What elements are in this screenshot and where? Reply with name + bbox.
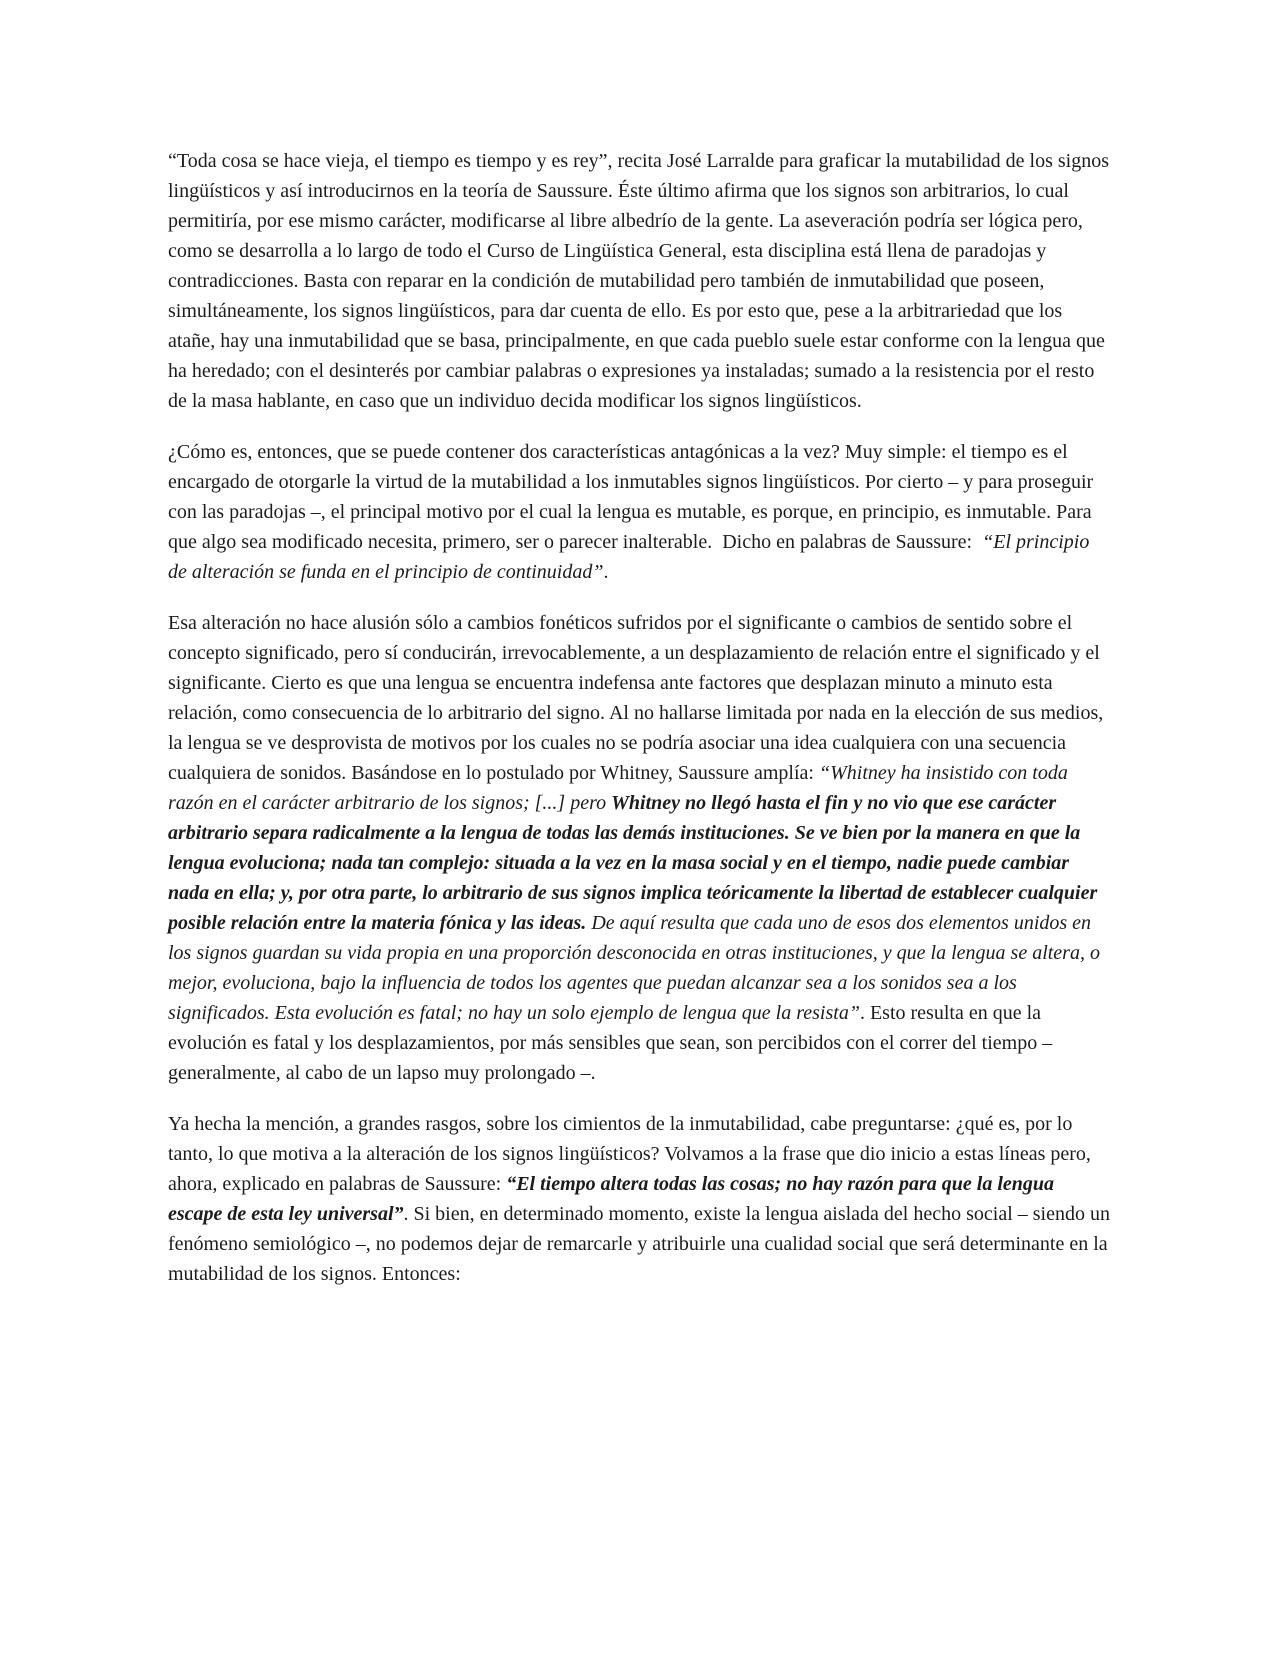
paragraph: [168, 146, 1113, 416]
text-segment-italic: “El principio de alteración se funda en el principio de continuidad”: [168, 531, 1095, 583]
text-segment-normal: “Toda cosa se hace vieja, el tiempo es tiempo y es rey”, recita José Larralde para graficar la mutabilidad de los signos lingüísticos y así introducirnos en la teoría de Saussure. Éste último afirma que los signos son arbitrarios, lo cual permitiría, por ese mismo carácter, modificarse al libre albedrío de la gente. La aseveración podría ser lógica pero, como se desarrolla a lo largo de todo el Curso de Lingüística General, esta disciplina está llena de paradojas y contradicciones. Basta con reparar en la condición de mutabilidad pero también de inmutabilidad que poseen, simultáneamente, los signos lingüísticos, para dar cuenta de ello. Es por esto que, pese a la arbitrariedad que los atañe, hay una inmutabilidad que se basa, principalmente, en que cada pueblo suele estar conforme con la lengua que ha heredado; con el desinterés por cambiar palabras o expresiones ya instaladas; sumado a la resistencia por el resto de la masa hablante, en caso que un individuo decida modificar los signos lingüísticos.: [168, 150, 1114, 412]
document-body: [168, 146, 1113, 1310]
text-segment-bold-italic: “El tiempo altera todas las cosas; no hay razón para que la lengua escape de esta ley universal”: [168, 1173, 1060, 1225]
text-segment-normal: ¿Cómo es, entonces, que se puede contener dos características antagónicas a la vez? Muy simple: el tiempo es el encargado de otorgarle la virtud de la mutabilidad a los inmutables signos lingüísticos. Por cierto – y para proseguir con las paradojas –, el principal motivo por el cual la lengua es mutable, es porque, en principio, es inmutable. Para que algo sea modificado necesita, primero, ser o parecer inalterable. Dicho en palabras de Saussure:: [168, 441, 1099, 553]
text-segment-bold-italic: Whitney no llegó hasta el fin y no vio que ese carácter arbitrario separa radicalmente a la lengua de todas las demás instituciones. Se ve bien por la manera en que la lengua evoluciona; nada tan complejo: situada a la vez en la masa social y en el tiempo, nadie puede cambiar nada en ella; y, por otra parte, lo arbitrario de sus signos implica teóricamente la libertad de establecer cualquier posible relación entre la materia fónica y las ideas.: [168, 792, 1103, 934]
paragraph: [168, 608, 1113, 1088]
paragraph: [168, 437, 1113, 587]
text-segment-normal: . Esto resulta en que la evolución es fatal y los desplazamientos, por más sensibles que sean, son percibidos con el correr del tiempo – generalmente, al cabo de un lapso muy prolongado –.: [168, 1002, 1058, 1084]
paragraph: [168, 1109, 1113, 1289]
text-segment-italic: De aquí resulta que cada uno de esos dos elementos unidos en los signos guardan su vida propia en una proporción desconocida en otras instituciones, y que la lengua se altera, o mejor, evoluciona, bajo la influencia de todos los agentes que puedan alcanzar sea a los sonidos sea a los significados. Esta evolución es fatal; no hay un solo ejemplo de lengua que la resista”: [168, 912, 1105, 1024]
text-segment-normal: . Si bien, en determinado momento, existe la lengua aislada del hecho social – siendo un fenómeno semiológico –, no podemos dejar de remarcarle y atribuirle una cualidad social que será determinante en la mutabilidad de los signos. Entonces:: [168, 1203, 1115, 1285]
text-segment-normal: Ya hecha la mención, a grandes rasgos, sobre los cimientos de la inmutabilidad, cabe preguntarse: ¿qué es, por lo tanto, lo que motiva a la alteración de los signos lingüísticos? Volvamos a la frase que dio inicio a estas líneas pero, ahora, explicado en palabras de Saussure:: [168, 1113, 1096, 1195]
text-segment-italic: “Whitney ha insistido con toda razón en el carácter arbitrario de los signos; [...] pero: [168, 762, 1073, 814]
text-segment-normal: Esa alteración no hace alusión sólo a cambios fonéticos sufridos por el significante o cambios de sentido sobre el concepto significado, pero sí conducirán, irrevocablemente, a un desplazamiento de relación entre el significado y el significante. Cierto es que una lengua se encuentra indefensa ante factores que desplazan minuto a minuto esta relación, como consecuencia de lo arbitrario del signo. Al no hallarse limitada por nada en la elección de sus medios, la lengua se ve desprovista de motivos por los cuales no se podría asociar una idea cualquiera con una secuencia cualquiera de sonidos. Basándose en lo postulado por Whitney, Saussure amplía:: [168, 612, 1109, 784]
text-segment-normal: .: [603, 561, 609, 583]
